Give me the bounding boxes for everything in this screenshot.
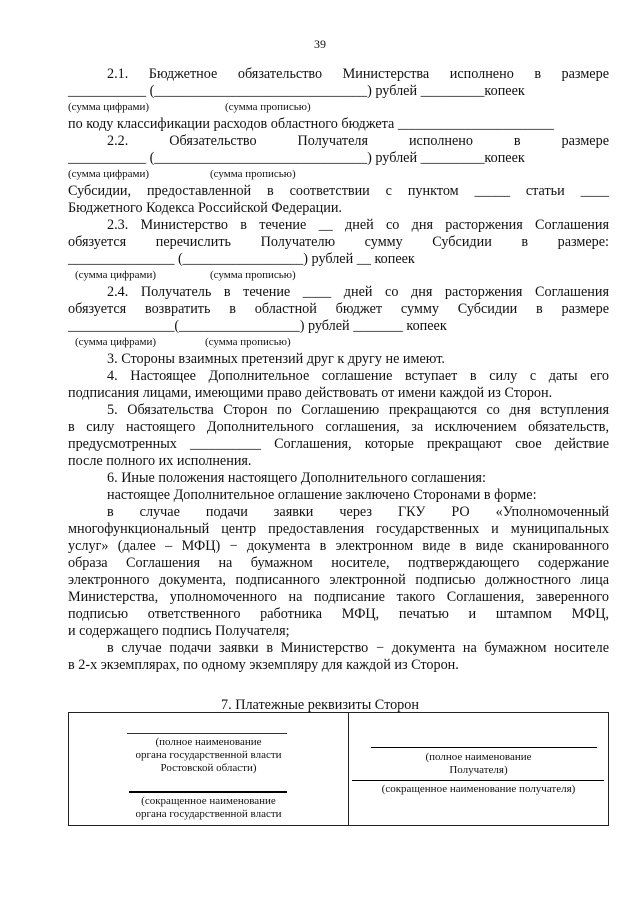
clause-6-paper-line-1: в случае подачи заявки в Министерство − документа на бумажном носителе xyxy=(107,640,609,656)
caption-sum-digits: (сумма цифрами) xyxy=(68,101,150,113)
clause-2-4-line-1: 2.4. Получатель в течение ____ дней со дня расторжения Соглашения xyxy=(107,284,609,300)
clause-2-3-line-1: 2.3. Министерство в течение __ дней со дня расторжения Соглашения xyxy=(107,217,609,233)
signature-line xyxy=(352,780,604,781)
caption-text: органа государственной власти xyxy=(135,808,282,820)
clause-4-line-1: 4. Настоящее Дополнительное соглашение вступает в силу с даты его xyxy=(107,368,609,384)
clause-6-mfc-line-3: услуг» (далее – МФЦ) − документа в электронном виде в виде сканированного xyxy=(68,538,609,554)
caption-text: (полное наименование xyxy=(425,751,532,763)
clause-6-mfc-line-6: Министерства, уполномоченного на подписание такого Соглашения, заверенного xyxy=(68,589,609,605)
clause-2-3-line-2: обязуется перечислить Получателю сумму Субсидии в размере: xyxy=(68,234,609,250)
clause-5-line-1: 5. Обязательства Сторон по Соглашению прекращаются со дня вступления xyxy=(107,402,609,418)
clause-6-mfc-line-8: и содержащего подпись Получателя; xyxy=(68,623,290,639)
left-full-name-caption xyxy=(69,736,348,775)
caption-sum-digits: (сумма цифрами) xyxy=(75,336,157,348)
clause-2-4-amount-line: _______________(_________________) рублей _______ копеек xyxy=(68,318,447,334)
section-7-heading: 7. Платежные реквизиты Сторон xyxy=(221,697,419,713)
clause-2-1-amount-line: ___________ (______________________________) рублей _________копеек xyxy=(68,83,525,99)
clause-2-3-amount-line: _______________ (_________________) рублей __ копеек xyxy=(68,251,415,267)
caption-text: органа государственной власти xyxy=(135,749,282,761)
clause-3: 3. Стороны взаимных претензий друг к другу не имеют. xyxy=(107,351,445,367)
clause-5-line-4: после полного их исполнения. xyxy=(68,453,252,469)
caption-text: Получателя) xyxy=(449,764,508,776)
page-number: 39 xyxy=(314,37,326,51)
clause-2-1-line-1: 2.1. Бюджетное обязательство Министерства исполнено в размере xyxy=(107,66,609,82)
caption-sum-words: (сумма прописью) xyxy=(225,101,311,113)
caption-sum-digits: (сумма цифрами) xyxy=(68,168,150,180)
right-full-name-caption xyxy=(349,751,608,777)
caption-text: Ростовской области) xyxy=(160,762,257,774)
clause-2-1-line-3: по коду классификации расходов областного бюджета ______________________ xyxy=(68,116,554,132)
clause-6-mfc-line-4: образа Соглашения на бумажном носителе, подтверждающего содержание xyxy=(68,555,609,571)
caption-sum-words: (сумма прописью) xyxy=(205,336,291,348)
caption-sum-words: (сумма прописью) xyxy=(210,269,296,281)
clause-6-mfc-line-5: электронного документа, подписанного электронной подписью должностного лица xyxy=(68,572,609,588)
signature-line xyxy=(127,733,287,734)
clause-6-mfc-line-7: подписью ответственного работника МФЦ, печатью и штампом МФЦ, xyxy=(68,606,609,622)
clause-5-line-2: в силу настоящего Дополнительного соглашения, за исключением обязательств, xyxy=(68,419,609,435)
caption-text: (сокращенное наименование xyxy=(141,795,276,807)
clause-2-2-line-1: 2.2. Обязательство Получателя исполнено в размере xyxy=(107,133,609,149)
caption-sum-words: (сумма прописью) xyxy=(210,168,296,180)
clause-5-line-3: предусмотренных __________ Соглашения, которые прекращают свое действие xyxy=(68,436,609,452)
clause-6-line-1: 6. Иные положения настоящего Дополнительного соглашения: xyxy=(107,470,486,486)
clause-2-2-line-3: Субсидии, предоставленной в соответствии с пунктом _____ статьи ____ xyxy=(68,183,609,199)
clause-6-mfc-line-1: в случае подачи заявки через ГКУ РО «Уполномоченный xyxy=(107,504,609,520)
clause-6-paper-line-2: в 2-х экземплярах, по одному экземпляру для каждой из Сторон. xyxy=(68,657,459,673)
clause-4-line-2: подписания лицами, имеющими право действовать от имени каждой из Сторон. xyxy=(68,385,553,401)
signature-line xyxy=(371,747,597,748)
caption-sum-digits: (сумма цифрами) xyxy=(75,269,157,281)
right-short-name-caption: (сокращенное наименование получателя) xyxy=(381,783,576,795)
clause-6-line-2: настоящее Дополнительное оглашение заключено Сторонами в форме: xyxy=(107,487,537,503)
clause-2-2-amount-line: ___________ (______________________________) рублей _________копеек xyxy=(68,150,525,166)
clause-2-2-line-4: Бюджетного Кодекса Российской Федерации. xyxy=(68,200,342,216)
clause-6-mfc-line-2: многофункциональный центр предоставления государственных и муниципальных xyxy=(68,521,609,537)
clause-2-4-line-2: обязуется возвратить в областной бюджет сумму Субсидии в размере xyxy=(68,301,609,317)
left-short-name-caption xyxy=(69,795,348,821)
signature-line xyxy=(129,791,287,793)
payment-details-table xyxy=(68,712,609,826)
caption-text: (полное наименование xyxy=(155,736,262,748)
